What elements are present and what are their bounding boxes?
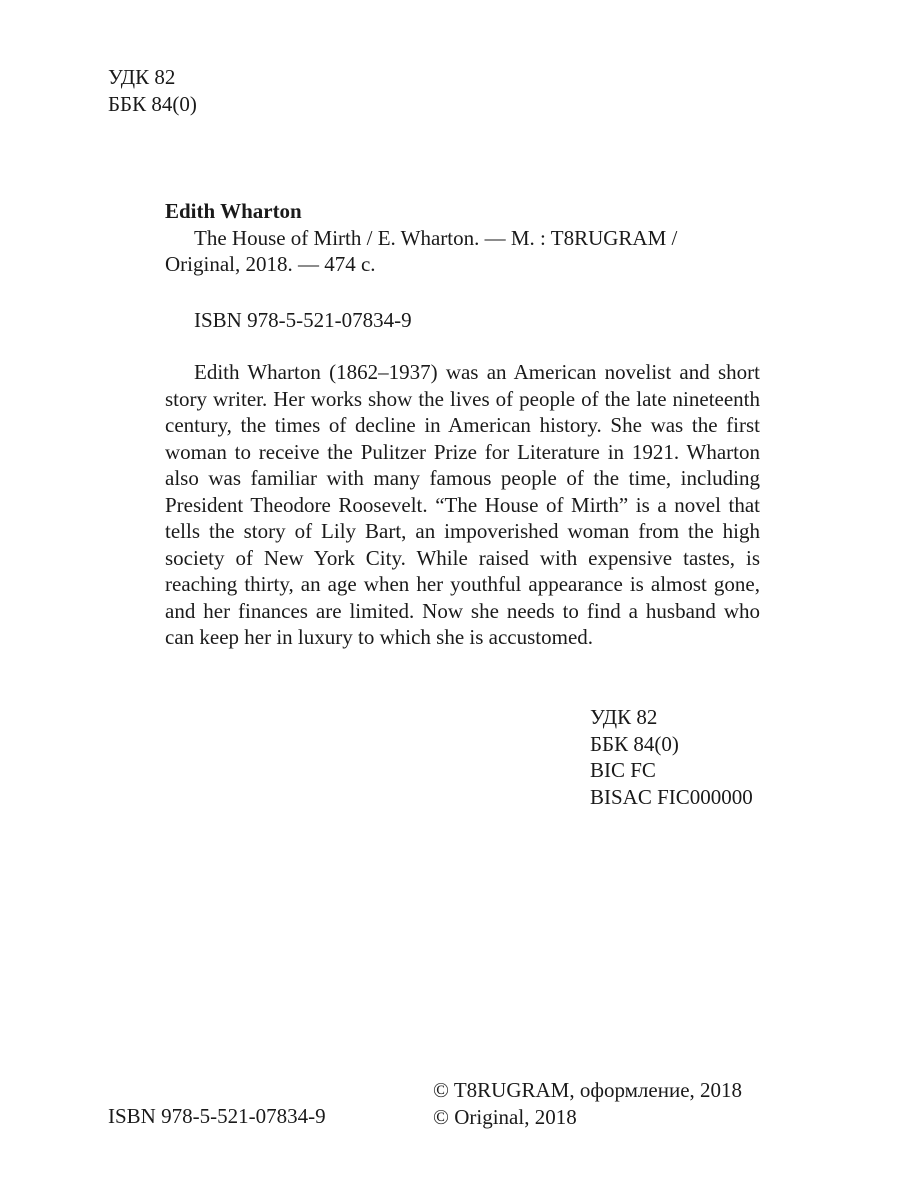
catalog-record [165, 198, 760, 651]
bibliographic-description: The House of Mirth / E. Wharton. — M. : T8RUGRAM / [194, 225, 678, 250]
author-name: Edith Wharton [165, 199, 302, 223]
bibliographic-description-continued: Original, 2018. — 474 c. [165, 252, 376, 276]
right-classification-codes [590, 704, 753, 810]
top-classification-codes [108, 64, 197, 117]
bisac-code: BISAC FIC000000 [590, 784, 753, 809]
copyright-original: © Original, 2018 [433, 1104, 577, 1129]
annotation: Edith Wharton (1862–1937) was an American novelist and short story writer. Her works show the lives of people of the late nineteenth century, the times of decline in American history. She was the first woman to receive the Pulitzer Prize for Literature in 1921. Wharton also was familiar with many famous people of the time, including President Theodore Roosevelt. “The House of Mirth” is a novel that tells the story of Lily Bart, an impoverished woman from the high society of New York City. While raised with expensive tastes, is reaching thirty, an age when her youthful appearance is almost gone, and her finances are limited. Now she needs to find a husband who can keep her in luxury to which she is accustomed. [165, 360, 760, 649]
udk-code: УДК 82 [590, 705, 658, 729]
copyright-notices [433, 1077, 742, 1130]
bbk-code: ББК 84(0) [590, 731, 679, 756]
bic-code: BIC FC [590, 758, 656, 782]
udk-code: УДК 82 [108, 65, 176, 89]
isbn: ISBN 978-5-521-07834-9 [194, 307, 412, 332]
footer-isbn: ISBN 978-5-521-07834-9 [108, 1104, 326, 1128]
bbk-code: ББК 84(0) [108, 91, 197, 116]
copyright-design: © T8RUGRAM, оформление, 2018 [433, 1078, 743, 1102]
